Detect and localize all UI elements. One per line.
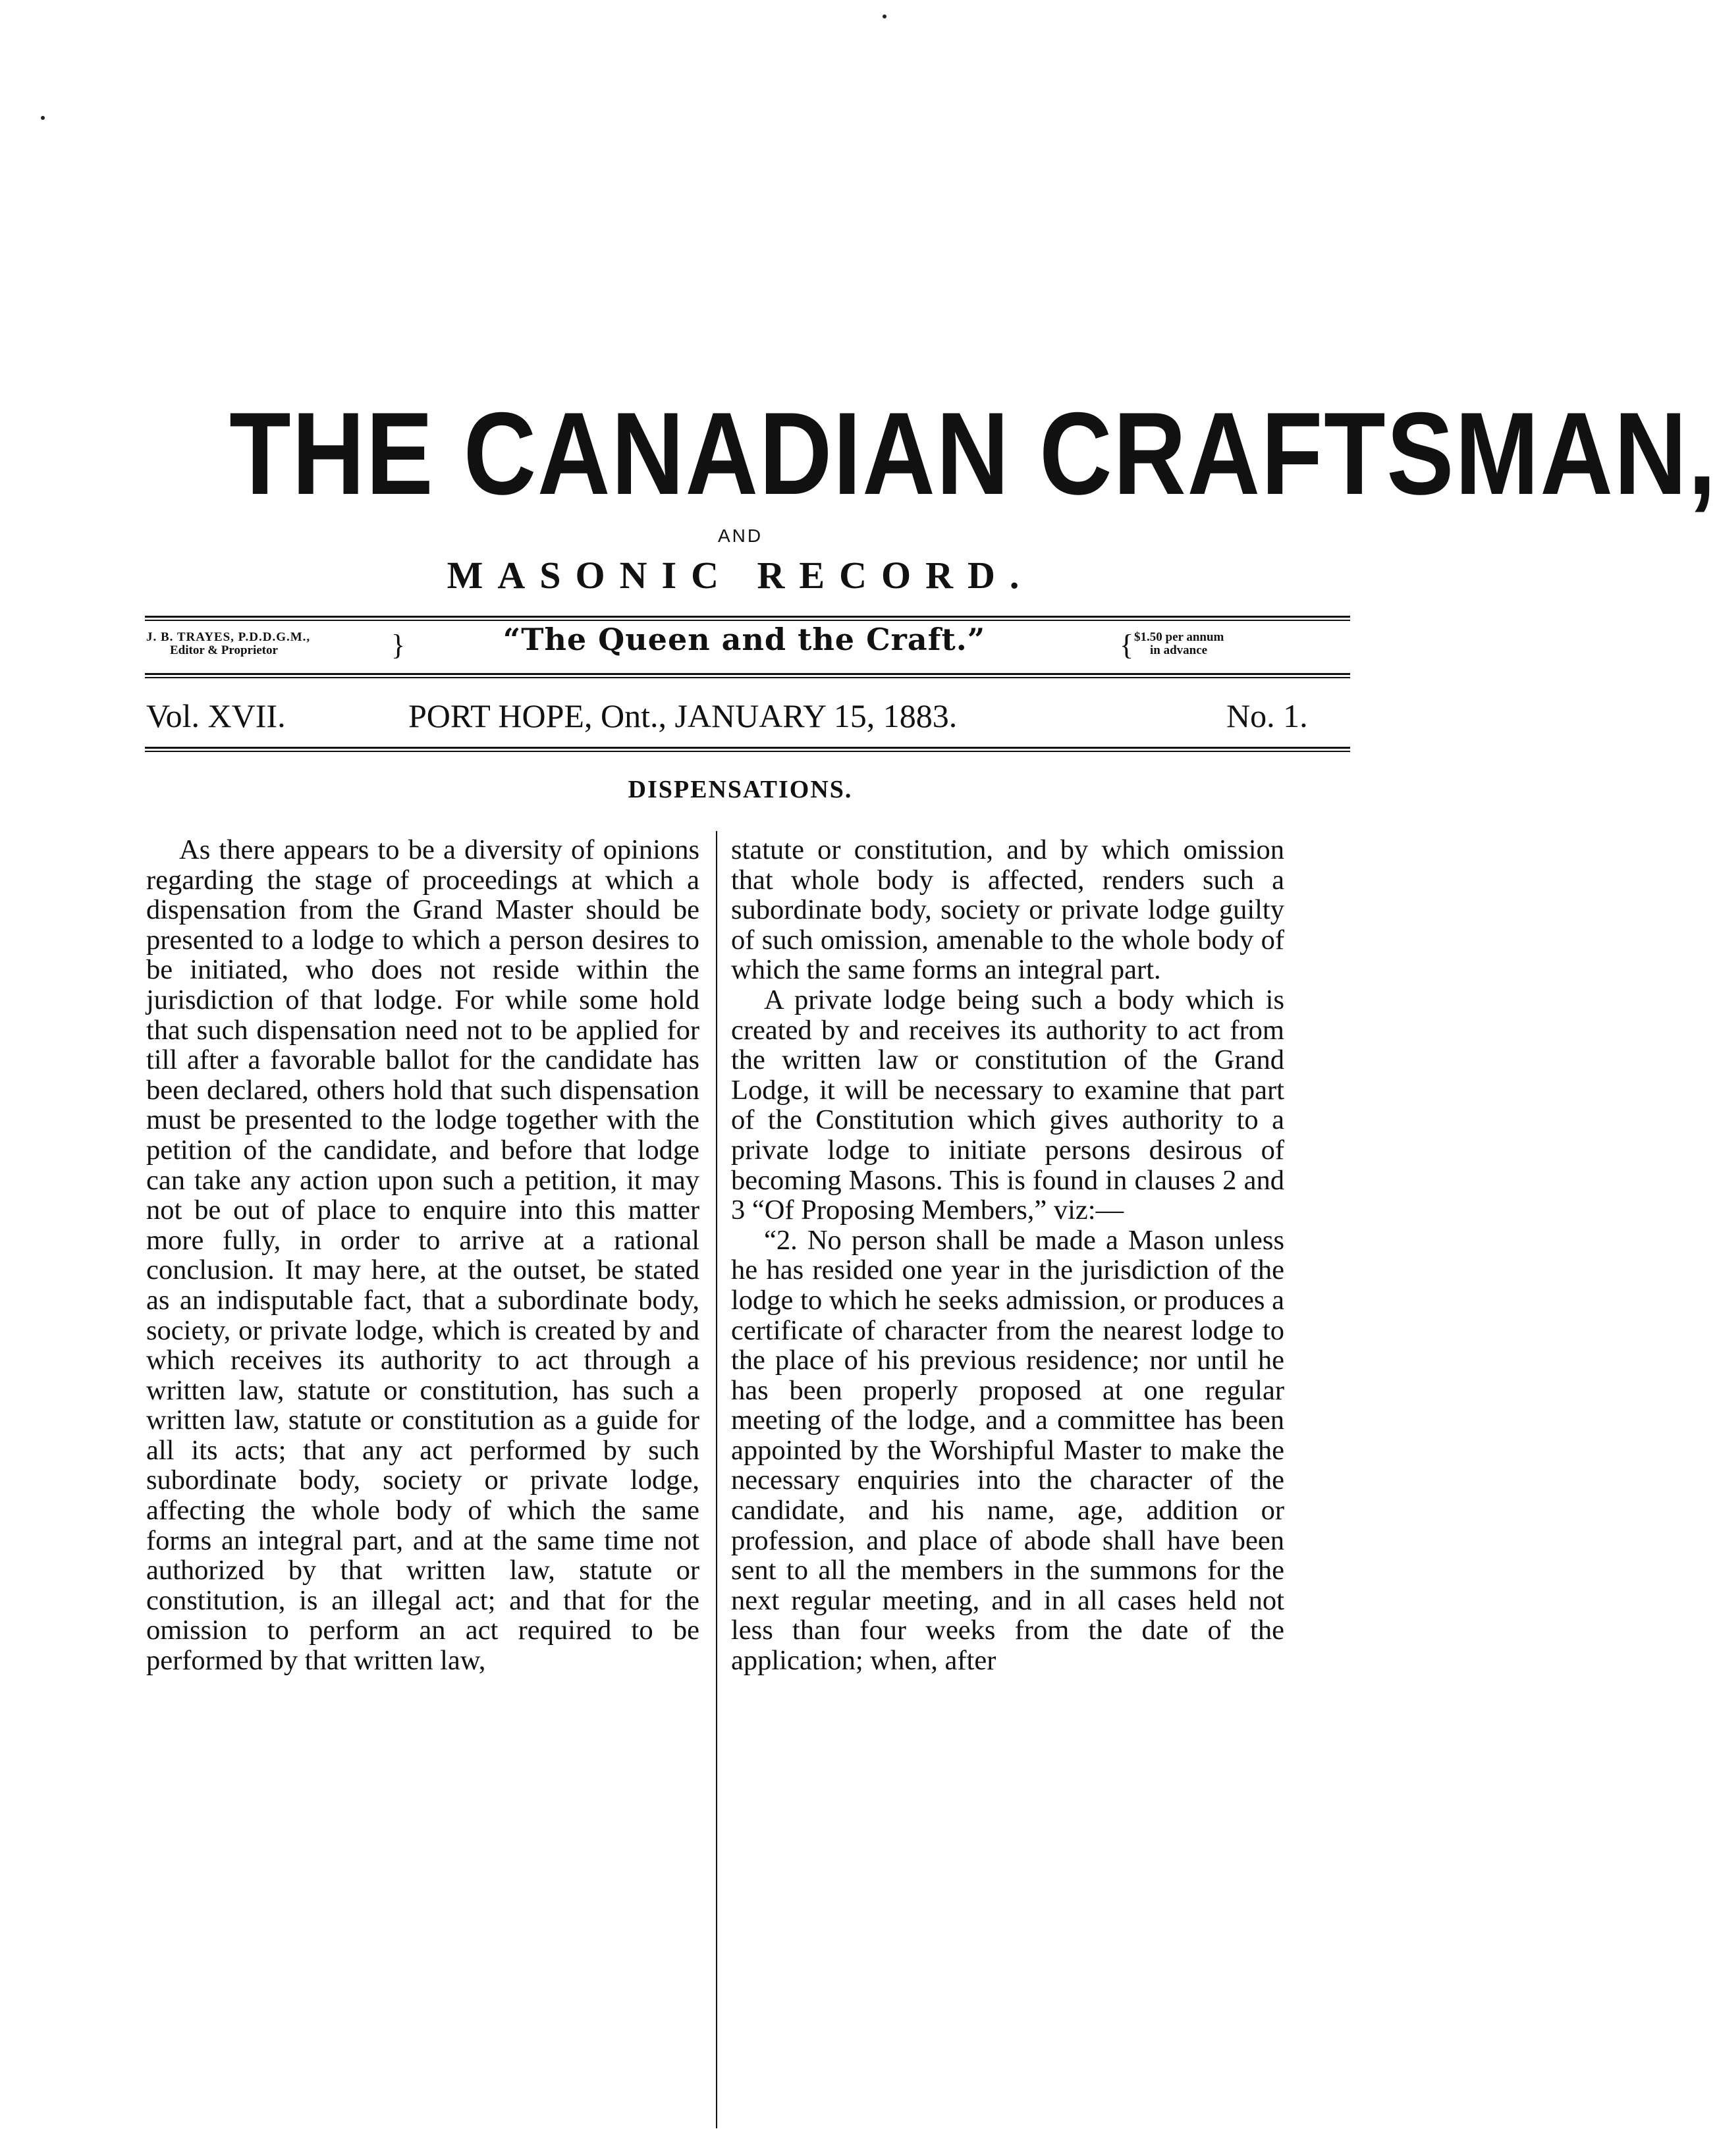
issue-rule bbox=[145, 677, 1350, 678]
issue-rule bbox=[145, 673, 1350, 675]
masthead-title: THE CANADIAN CRAFTSMAN, bbox=[229, 388, 1717, 519]
editor-role: Editor & Proprietor bbox=[170, 643, 278, 657]
brace-glyph: } bbox=[391, 629, 406, 661]
paper-speck bbox=[41, 116, 45, 120]
masthead-rule bbox=[145, 616, 1350, 618]
motto: “The Queen and the Craft.” bbox=[503, 622, 986, 657]
volume-number: Vol. XVII. bbox=[146, 697, 286, 734]
paragraph: A private lodge being such a body which is created by and receives its authority to act from the written law or constitution of the Grand Lodge, it will be necessary to examine that part of the Constitution which gives authority to a private lodge to initiate persons desirous of becoming Masons. This is found in clauses 2 and 3 “Of Proposing Members,” viz:— bbox=[731, 984, 1284, 1226]
dateline-rule bbox=[145, 751, 1350, 752]
article-column-right bbox=[731, 835, 1284, 1676]
masthead-subtitle: MASONIC RECORD. bbox=[447, 554, 1034, 597]
paragraph: As there appears to be a diversity of opinions regarding the stage of proceedings at which a dispensation from the Grand Master should be presented to a lodge to which a person desires to be initiated, who does not reside within the jurisdiction of that lodge. For while some hold that such dispensation need not to be applied for till after a favorable ballot for the candidate has been declared, others hold that such dispensation must be presented to the lodge together with the petition of the candidate, and before that lodge can take any action upon such a petition, it may not be out of place to enquire into this matter more fully, in order to arrive at a rational conclusion. It may here, at the outset, be stated as an indisputable fact, that a subordinate body, society, or private lodge, which is created by and which receives its authority to act through a written law, statute or constitution, has such a written law, statute or constitution as a guide for all its acts; that any act performed by such subordinate body, society or private lodge, affecting the whole body of which the same forms an integral part, and at the same time not authorized by that written law, statute or constitution, is an illegal act; and that for the omission to perform an act required to be performed by that written law, bbox=[146, 834, 699, 1677]
dateline: PORT HOPE, Ont., JANUARY 15, 1883. bbox=[408, 697, 958, 734]
article-column-left bbox=[146, 835, 699, 1676]
price-terms: in advance bbox=[1150, 643, 1208, 657]
masthead-and: AND bbox=[717, 526, 763, 546]
subscription-price bbox=[1120, 629, 1350, 661]
dateline-rule bbox=[145, 747, 1350, 749]
article-title: DISPENSATIONS. bbox=[628, 776, 853, 803]
brace-glyph: { bbox=[1120, 629, 1134, 661]
paper-speck bbox=[883, 14, 886, 18]
masthead-rule bbox=[145, 620, 1350, 621]
column-divider bbox=[716, 831, 717, 2128]
paragraph: “2. No person shall be made a Mason unless he has resided one year in the jurisdiction of the lodge to which he seeks admission, or produces a certificate of character from the nearest lodge to the place of his previous residence; nor until he has been properly proposed at one regular meeting of the lodge, and a committee has been appointed by the Worshipful Master to make the necessary enquiries into the character of the candidate, and his name, age, addition or profession, and place of abode shall have been sent to all the members in the summons for the next regular meeting, and in all cases held not less than four weeks from the date of the application; when, after bbox=[731, 1224, 1284, 1677]
editor-credit bbox=[146, 629, 429, 661]
editor-name: J. B. TRAYES, P.D.D.G.M., bbox=[146, 630, 311, 644]
paragraph: statute or constitution, and by which omission that whole body is affected, renders such a subordinate body, society or private lodge guilty of such omission, amenable to the whole body of which the same forms an integral part. bbox=[731, 834, 1284, 986]
issue-number: No. 1. bbox=[1226, 697, 1308, 734]
price-line: $1.50 per annum bbox=[1134, 630, 1224, 644]
